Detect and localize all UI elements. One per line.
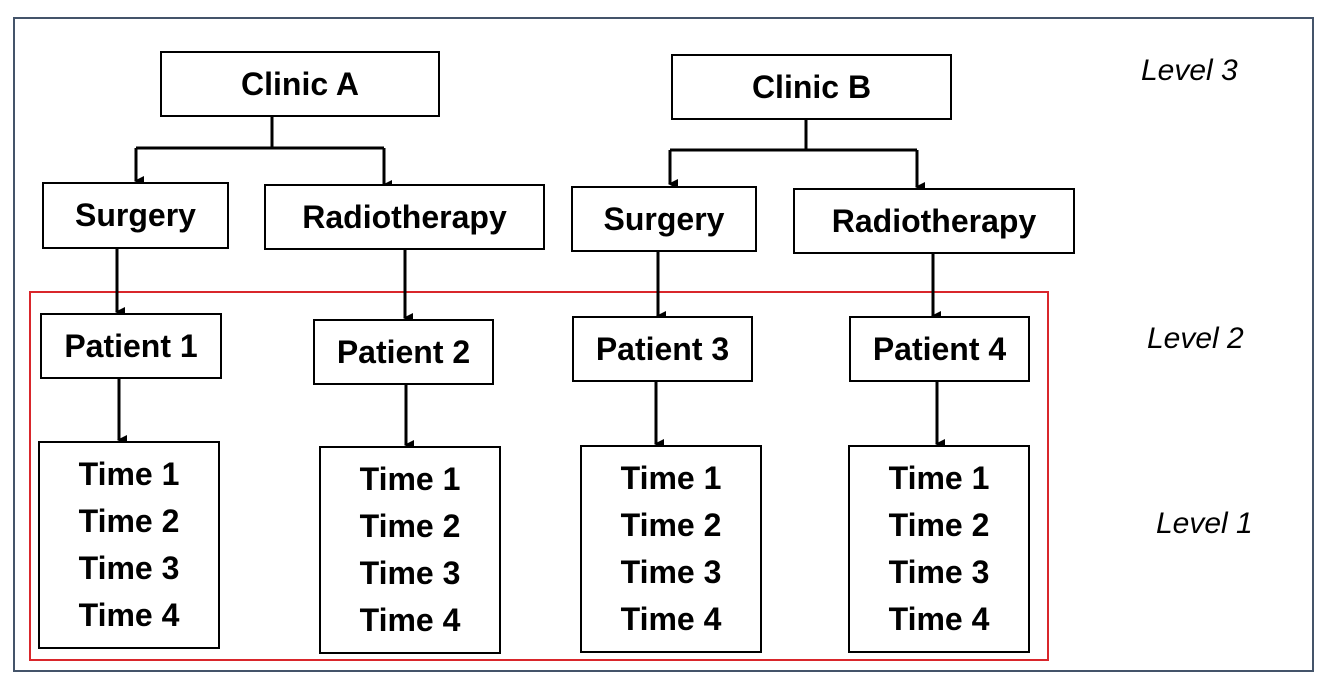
patient-to-time-arrows — [119, 379, 937, 445]
time-entry: Time 1 — [78, 456, 180, 492]
clinic-a-surgery-node: Surgery — [42, 182, 229, 249]
time-entry: Time 2 — [78, 503, 180, 539]
time-entry: Time 2 — [359, 508, 461, 544]
clinic-b-radiotherapy-node: Radiotherapy — [793, 188, 1075, 254]
patient-4-times — [848, 445, 1030, 653]
department-to-patient-arrows — [117, 249, 933, 318]
patient-1-node: Patient 1 — [40, 313, 222, 379]
time-entry: Time 4 — [359, 602, 461, 638]
patient-4-node: Patient 4 — [849, 316, 1030, 382]
level-2-label: Level 2 — [1147, 322, 1244, 355]
clinic-a-connector — [136, 117, 384, 185]
patient-2-node: Patient 2 — [313, 319, 494, 385]
patient-3-node: Patient 3 — [572, 316, 753, 382]
time-entry: Time 3 — [359, 555, 461, 591]
time-entry: Time 1 — [620, 460, 722, 496]
time-entry: Time 3 — [78, 550, 180, 586]
time-entry: Time 4 — [78, 597, 180, 633]
clinic-b-node: Clinic B — [671, 54, 952, 120]
clinic-a-radiotherapy-node: Radiotherapy — [264, 184, 545, 250]
time-entry: Time 1 — [359, 461, 461, 497]
patient-3-times — [580, 445, 762, 653]
time-entry: Time 2 — [620, 507, 722, 543]
time-entry: Time 3 — [620, 554, 722, 590]
time-entry: Time 4 — [888, 601, 990, 637]
patient-2-times — [319, 446, 501, 654]
clinic-a-node: Clinic A — [160, 51, 440, 117]
level-1-label: Level 1 — [1156, 507, 1253, 540]
clinic-b-surgery-node: Surgery — [571, 186, 757, 252]
time-entry: Time 4 — [620, 601, 722, 637]
time-entry: Time 2 — [888, 507, 990, 543]
patient-1-times — [38, 441, 220, 649]
time-entry: Time 1 — [888, 460, 990, 496]
clinic-b-connector — [670, 120, 917, 187]
level-3-label: Level 3 — [1141, 54, 1238, 87]
time-entry: Time 3 — [888, 554, 990, 590]
